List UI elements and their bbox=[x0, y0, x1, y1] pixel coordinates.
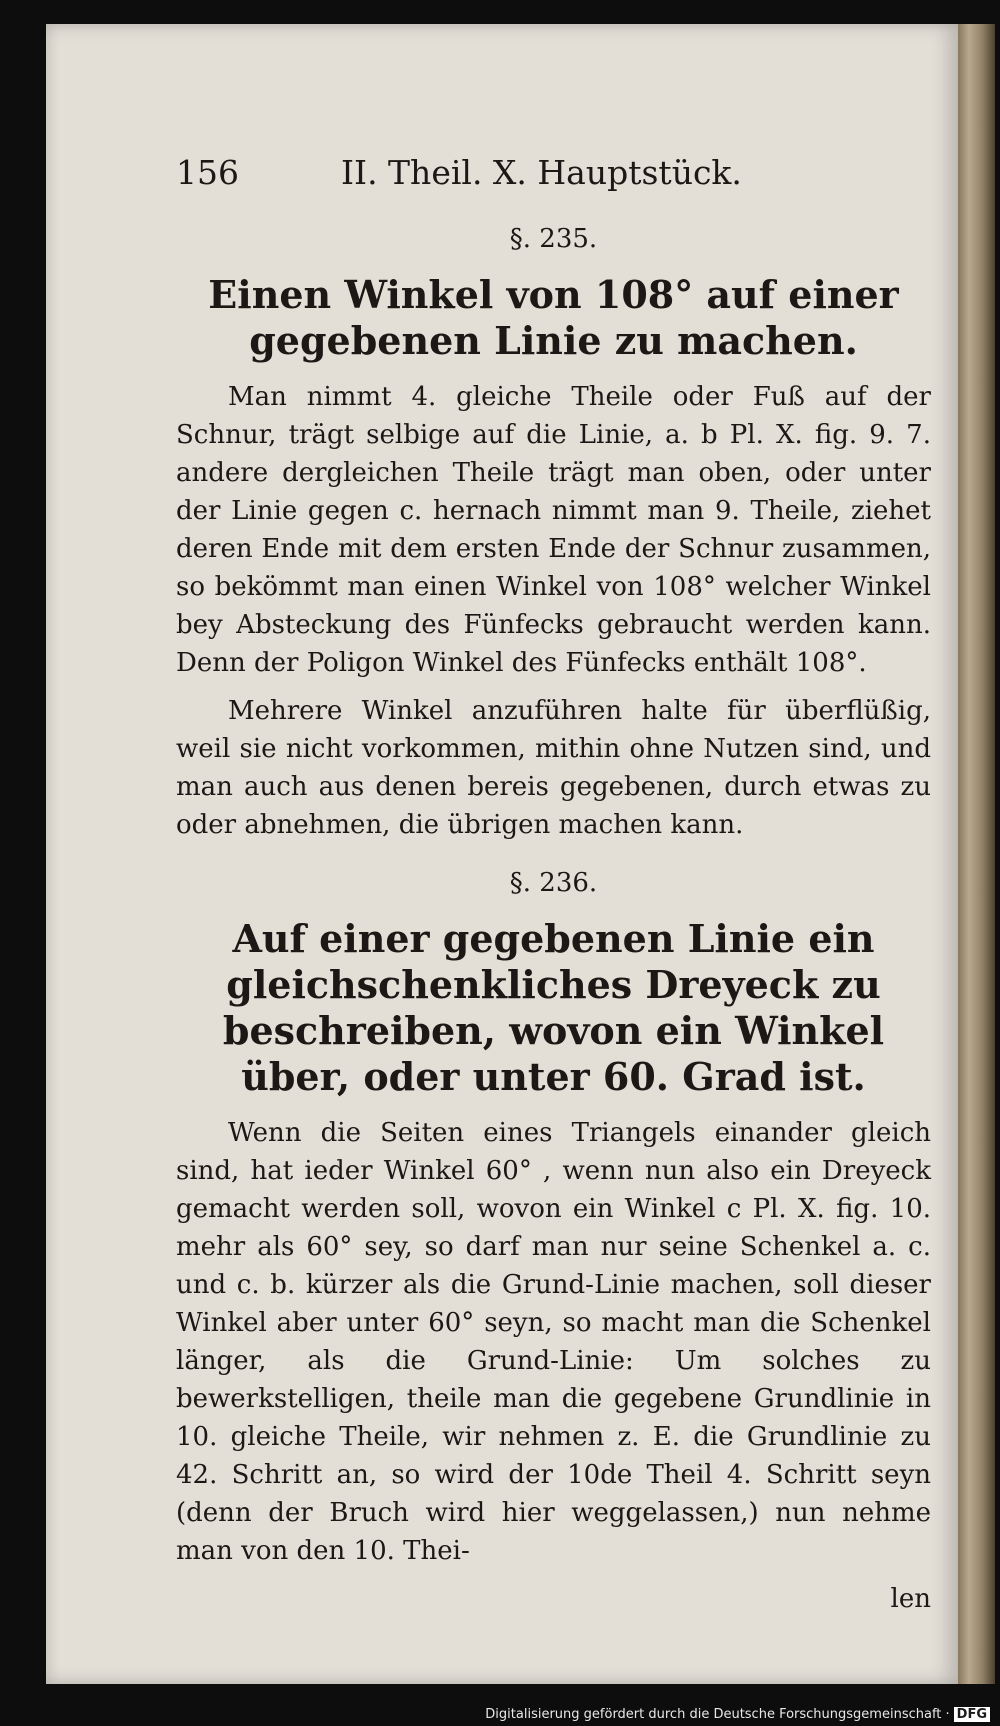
catchword: len bbox=[890, 1584, 931, 1614]
section-heading: Auf einer gegebenen Linie ein gleichschenkliches Dreyeck zu beschreiben, wovon ein Winkel über, oder unter 60. Grad ist. bbox=[222, 916, 885, 1099]
digitization-credit bbox=[485, 1707, 990, 1722]
page-content bbox=[176, 144, 931, 1618]
section-235 bbox=[176, 220, 931, 844]
dfg-logo: DFG bbox=[954, 1707, 990, 1722]
book-page bbox=[46, 24, 958, 1684]
section-number: §. 235. bbox=[509, 224, 598, 254]
running-head bbox=[176, 144, 931, 200]
section-number: §. 236. bbox=[509, 868, 598, 898]
book-edge bbox=[955, 24, 995, 1684]
paragraph: Mehrere Winkel anzuführen halte für überflüßig, weil sie nicht vorkommen, mithin ohne Nutzen sind, und man auch aus denen bereis gegebenen, durch etwas zu oder abnehmen, die übrigen machen kann. bbox=[176, 696, 931, 840]
credit-text: Digitalisierung gefördert durch die Deutsche Forschungsgemeinschaft · bbox=[485, 1707, 950, 1722]
page-number: 156 bbox=[176, 153, 239, 192]
section-236 bbox=[176, 864, 931, 1570]
section-heading: Einen Winkel von 108° auf einer gegebenen Linie zu machen. bbox=[208, 272, 899, 363]
paragraph: Wenn die Seiten eines Triangels einander gleich sind, hat ieder Winkel 60° , wenn nun also ein Dreyeck gemacht werden soll, wovon ein Winkel c Pl. X. fig. 10. mehr als 60° sey, so darf man nur seine Schenkel a. c. und c. b. kürzer als die Grund-Linie machen, soll dieser Winkel aber unter 60° seyn, so macht man die Schenkel länger, als die Grund-Linie: Um solches zu bewerkstelligen, theile man die gegebene Grundlinie in 10. gleiche Theile, wir nehmen z. E. die Grundlinie zu 42. Schritt an, so wird der 10de Theil 4. Schritt seyn (denn der Bruch wird hier weggelassen,) nun nehme man von den 10. Thei- bbox=[176, 1118, 931, 1566]
running-title: II. Theil. X. Hauptstück. bbox=[341, 153, 742, 192]
paragraph: Man nimmt 4. gleiche Theile oder Fuß auf der Schnur, trägt selbige auf die Linie, a. b Pl. X. fig. 9. 7. andere dergleichen Theile trägt man oben, oder unter der Linie gegen c. hernach nimmt man 9. Theile, ziehet deren Ende mit dem ersten Ende der Schnur zusammen, so bekömmt man einen Winkel von 108° welcher Winkel bey Absteckung des Fünfecks gebraucht werden kann. Denn der Poligon Winkel des Fünfecks enthält 108°. bbox=[176, 382, 931, 678]
